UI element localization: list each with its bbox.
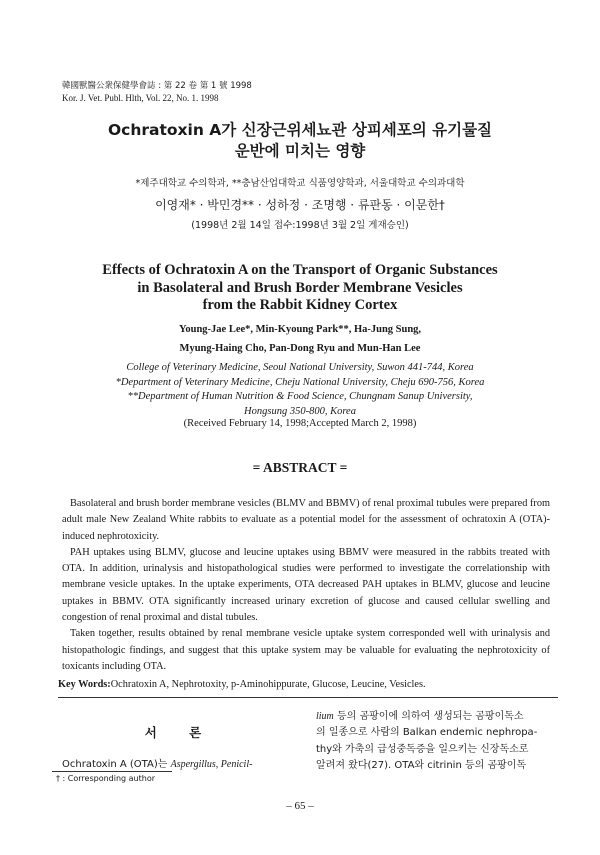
affiliation-line: College of Veterinary Medicine, Seoul National University, Suwon 441-744, Korea bbox=[126, 362, 474, 373]
introduction-heading: 서 론 bbox=[144, 725, 216, 740]
korean-authors: 이영재* · 박민경** · 성하정 · 조명행 · 류판동 · 이문한† bbox=[155, 198, 445, 212]
intro-text-line: 알려져 왔다(27). OTA와 citrinin 등의 곰팡이독 bbox=[316, 759, 527, 771]
english-title-line: in Basolateral and Brush Border Membrane Vesicles bbox=[137, 279, 463, 296]
intro-text-italic: Aspergillus, Penicil- bbox=[170, 759, 253, 770]
abstract-body bbox=[62, 496, 550, 675]
abstract-paragraph: Basolateral and brush border membrane vesicles (BLMV and BBMV) of renal proximal tubules were prepared from adult male New Zealand White rabbits to evaluate as a potential model for the assessment of ochratoxin A (OTA)-induced nephrotoxicity. bbox=[62, 498, 550, 542]
korean-dates: (1998년 2월 14일 접수:1998년 3월 2일 게재승인) bbox=[191, 220, 409, 231]
journal-header bbox=[62, 80, 252, 104]
korean-title-line: Ochratoxin A가 신장근위세뇨관 상피세포의 유기물질 bbox=[107, 121, 493, 139]
english-title-line: Effects of Ochratoxin A on the Transport of Organic Substances bbox=[102, 262, 498, 278]
intro-text-segment: Ochratoxin A (OTA)는 bbox=[62, 759, 171, 770]
author-line: Young-Jae Lee*, Min-Kyoung Park**, Ha-Jung Sung, bbox=[178, 324, 422, 335]
intro-text-left bbox=[62, 755, 298, 770]
intro-text-segment: 등의 곰팡이에 의하여 생성되는 곰팡이독소 bbox=[333, 711, 524, 722]
intro-text-italic: lium bbox=[316, 711, 334, 722]
english-authors bbox=[0, 320, 600, 358]
english-affiliations bbox=[0, 361, 600, 419]
page-number: – 65 – bbox=[286, 800, 314, 812]
author-line: Myung-Haing Cho, Pan-Dong Ryu and Mun-Han Lee bbox=[179, 343, 421, 354]
keywords bbox=[58, 679, 558, 690]
affiliation-line: *Department of Veterinary Medicine, Cheju National University, Cheju 690-756, Korea bbox=[115, 376, 485, 388]
abstract-paragraph: Taken together, results obtained by renal membrane vesicle uptake system corresponded well with urinalysis and histopathologic findings, and suggest that this uptake system may be valuable for evaluating the nephrotoxicity of toxicants including OTA. bbox=[62, 628, 550, 672]
intro-text-line: thy와 가축의 급성중독증을 일으키는 신장독소로 bbox=[316, 743, 529, 755]
korean-title bbox=[0, 120, 600, 162]
affiliation-line: Hongsung 350-800, Korea bbox=[244, 405, 356, 417]
english-title bbox=[0, 262, 600, 315]
abstract-paragraph: PAH uptakes using BLMV, glucose and leucine uptakes using BBMV were measured in the rabbits treated with OTA. In addition, urinalysis and histopathological studies were performed to investigate the correlationship with membrane vesicle uptakes. In the uptake experiments, OTA decreased PAH uptakes in BLMV, glucose and leucine uptakes in BBMV. OTA significantly increased urinary excretion of glucose and caused cellular swelling and congestion of renal proximal and distal tubules. bbox=[62, 546, 550, 624]
keywords-label: Key Words: bbox=[58, 679, 111, 690]
footnote-divider bbox=[52, 771, 172, 772]
english-title-line: from the Rabbit Kidney Cortex bbox=[202, 297, 398, 313]
intro-text-line: 의 일종으로 사람의 Balkan endemic nephropa- bbox=[316, 727, 538, 739]
keywords-text: Ochratoxin A, Nephrotoxity, p-Aminohippurate, Glucose, Leucine, Vesicles. bbox=[110, 679, 426, 690]
right-column bbox=[316, 709, 554, 774]
intro-text-line bbox=[316, 709, 554, 725]
korean-title-line: 운반에 미치는 영향 bbox=[234, 142, 366, 160]
footnote: † : Corresponding author bbox=[56, 774, 156, 783]
keywords-divider bbox=[58, 697, 558, 698]
english-dates: (Received February 14, 1998;Accepted March 2, 1998) bbox=[183, 418, 417, 429]
abstract-heading: = ABSTRACT = bbox=[252, 460, 348, 475]
journal-name-english: Kor. J. Vet. Publ. Hlth, Vol. 22, No. 1. 1998 bbox=[62, 93, 219, 103]
affiliation-line: **Department of Human Nutrition & Food Science, Chungnam Sanup University, bbox=[127, 391, 473, 402]
journal-name-korean: 韓國獸醫公衆保健學會誌 : 第 22 卷 第 1 號 1998 bbox=[62, 81, 252, 91]
korean-affiliations: *제주대학교 수의학과, **충남산업대학교 식품영양학과, 서울대학교 수의과대학 bbox=[135, 178, 465, 189]
